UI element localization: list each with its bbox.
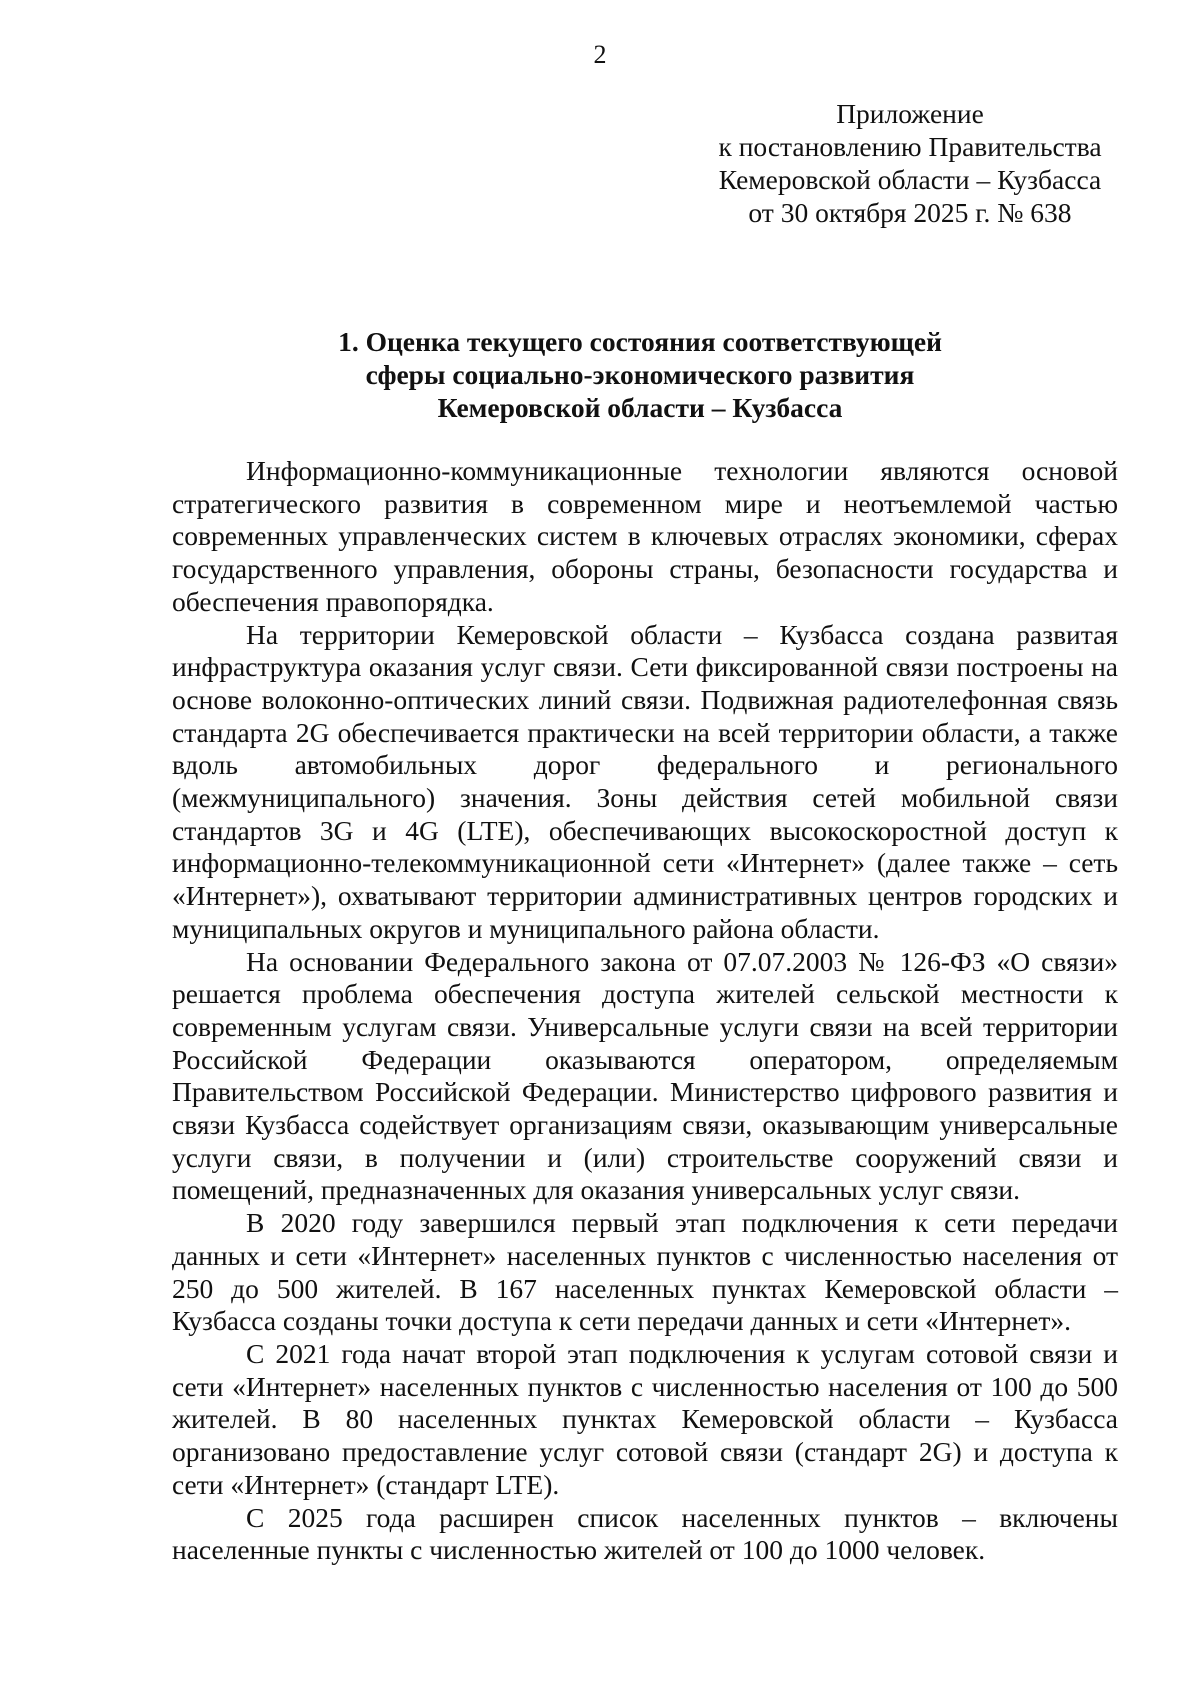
appendix-label: Приложение	[836, 98, 984, 129]
paragraph: С 2025 года расширен список населенных пунктов – включены населенные пункты с численностью жителей от 100 до 1000 человек.	[172, 1501, 1118, 1566]
page-number: 2	[593, 40, 607, 69]
body-text	[172, 455, 1118, 1567]
section-title	[170, 325, 1110, 424]
paragraph: Информационно-коммуникационные технологии являются основой стратегического развития в современном мире и неотъемлемой частью современных управленческих систем в ключевых отраслях экономики, сферах государственного управления, обороны страны, безопасности государства и обеспечения правопорядка.	[172, 455, 1118, 617]
paragraph: В 2020 году завершился первый этап подключения к сети передачи данных и сети «Интернет» населенных пунктов с численностью населения от 250 до 500 жителей. В 167 населенных пунктах Кемеровской области – Кузбасса созданы точки доступа к сети передачи данных и сети «Интернет».	[172, 1207, 1118, 1337]
appendix-region-line: Кемеровской области – Кузбасса	[718, 164, 1102, 195]
appendix-header	[700, 97, 1120, 229]
section-title-line: сферы социально-экономического развития	[365, 359, 915, 390]
appendix-date-line: от 30 октября 2025 г. № 638	[748, 197, 1072, 228]
paragraph: На основании Федерального закона от 07.07.2003 № 126-ФЗ «О связи» решается проблема обеспечения доступа жителей сельской местности к современным услугам связи. Универсальные услуги связи на всей территории Российской Федерации оказываются оператором, определяемым Правительством Российской Федерации. Министерство цифрового развития и связи Кузбасса содействует организациям связи, оказывающим универсальные услуги связи, в получении и (или) строительстве сооружений связи и помещений, предназначенных для оказания универсальных услуг связи.	[172, 945, 1118, 1206]
paragraph: На территории Кемеровской области – Кузбасса создана развитая инфраструктура оказания услуг связи. Сети фиксированной связи построены на основе волоконно-оптических линий связи. Подвижная радиотелефонная связь стандарта 2G обеспечивается практически на всей территории области, а также вдоль автомобильных дорог федерального и регионального (межмуниципального) значения. Зоны действия сетей мобильной связи стандартов 3G и 4G (LTE), обеспечивающих высокоскоростной доступ к информационно-телекоммуникационной сети «Интернет» (далее также – сеть «Интернет»), охватывают территории административных центров городских и муниципальных округов и муниципального района области.	[172, 618, 1118, 944]
paragraph: С 2021 года начат второй этап подключения к услугам сотовой связи и сети «Интернет» населенных пунктов с численностью населения от 100 до 500 жителей. В 80 населенных пунктах Кемеровской области – Кузбасса организовано предоставление услуг сотовой связи (стандарт 2G) и доступа к сети «Интернет» (стандарт LTE).	[172, 1337, 1118, 1500]
appendix-resolution-line: к постановлению Правительства	[718, 131, 1102, 162]
section-title-line: Кемеровской области – Кузбасса	[437, 392, 843, 423]
section-title-line: 1. Оценка текущего состояния соответствующей	[338, 326, 942, 357]
